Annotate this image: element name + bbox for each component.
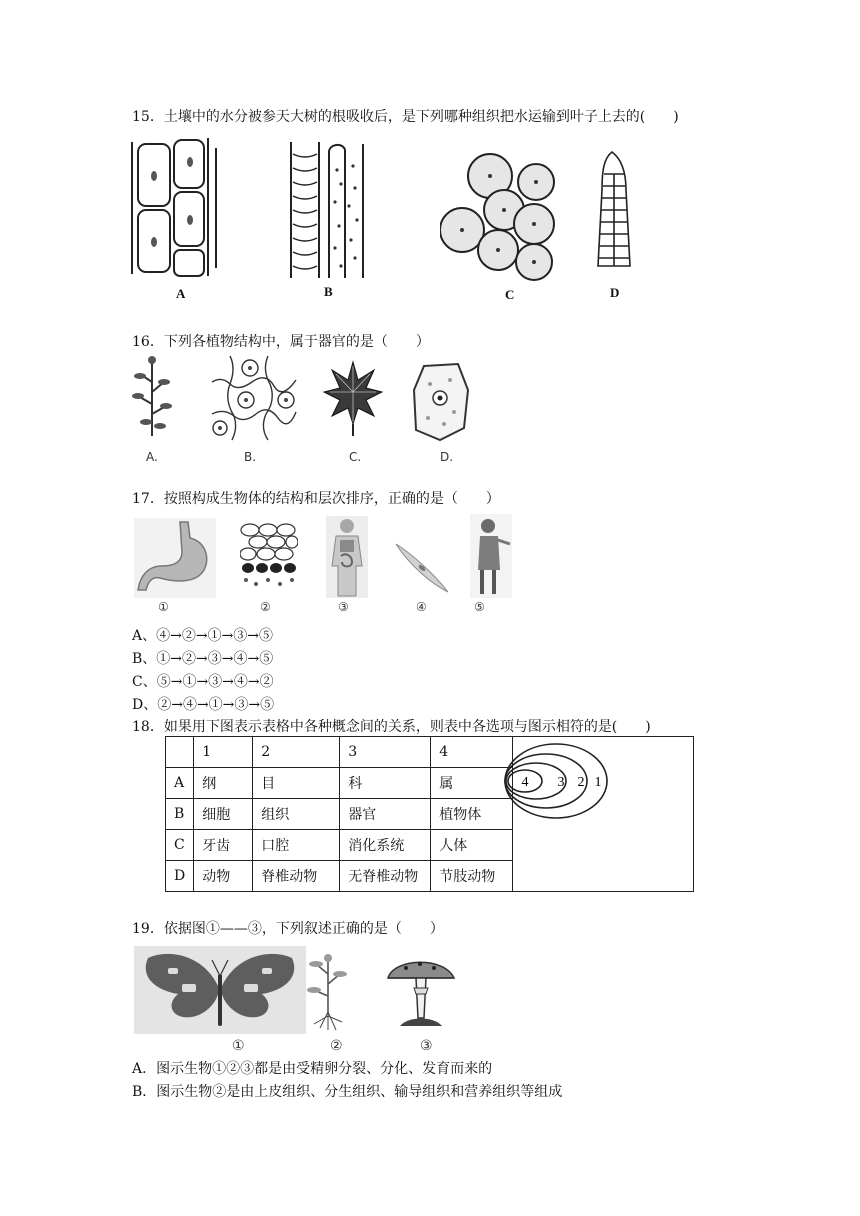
table-row[interactable]: [166, 799, 513, 830]
q16-label-d: D.: [440, 450, 454, 464]
table-cell: 2: [253, 737, 340, 768]
q16-figure-c-leaf: [322, 358, 384, 436]
table-row[interactable]: [166, 830, 513, 861]
q17-label-4: ④: [416, 600, 427, 614]
q19-option-b[interactable]: B．图示生物②是由上皮组织、分生组织、输导组织和营养组织等组成: [132, 1084, 563, 1100]
q19-stem: 19．依据图①——③，下列叙述正确的是（ ）: [132, 921, 444, 937]
q19-label-3: ③: [420, 1038, 433, 1054]
diagram-label-4: 4: [521, 775, 529, 790]
q18-nested-ellipse-diagram: [504, 742, 610, 820]
table-cell: A: [166, 768, 194, 799]
table-cell: 口腔: [253, 830, 340, 861]
q19-label-2: ②: [330, 1038, 343, 1054]
q15-stem: 15．土壤中的水分被参天大树的根吸收后，是下列哪种组织把水运输到叶子上去的( ): [132, 109, 679, 125]
q15-label-c: C: [505, 287, 515, 302]
diagram-label-2: 2: [577, 775, 585, 790]
q17-label-3: ③: [338, 600, 349, 614]
table-cell: [166, 737, 194, 768]
q16-label-c: C.: [349, 450, 362, 464]
table-row[interactable]: [166, 768, 513, 799]
q17-figure-4-muscle-cell: [392, 540, 452, 596]
q17-option-c[interactable]: C、⑤→①→③→④→②: [132, 674, 274, 690]
table-cell: 细胞: [194, 799, 253, 830]
table-cell: 属: [431, 768, 513, 799]
q18-stem: 18．如果用下图表示表格中各种概念间的关系，则表中各选项与图示相符的是( ): [132, 719, 651, 735]
q17-label-1: ①: [158, 600, 169, 614]
q17-option-a[interactable]: A、④→②→①→③→⑤: [132, 628, 274, 644]
q19-figure-1-butterfly: [134, 946, 306, 1034]
q17-figure-5-person: [470, 514, 512, 598]
q15-figure-b: [285, 140, 385, 280]
table-cell: 组织: [253, 799, 340, 830]
table-cell: B: [166, 799, 194, 830]
q17-label-2: ②: [260, 600, 271, 614]
q15-figure-d: [590, 150, 640, 270]
q15-label-b: B: [324, 284, 333, 299]
table-cell: 4: [431, 737, 513, 768]
q15-label-d: D: [610, 285, 620, 300]
diagram-label-3: 3: [557, 775, 565, 790]
table-row[interactable]: [166, 861, 513, 892]
table-cell: 无脊椎动物: [340, 861, 431, 892]
q17-option-b[interactable]: B、①→②→③→④→⑤: [132, 651, 274, 667]
table-header-row: [166, 737, 513, 768]
q16-figure-d-cell: [410, 360, 472, 442]
q16-label-b: B.: [244, 450, 257, 464]
q19-figure-3-mushroom: [384, 952, 458, 1032]
table-cell: 1: [194, 737, 253, 768]
q15-figure-c: [440, 150, 555, 290]
table-cell: 消化系统: [340, 830, 431, 861]
table-cell: 脊椎动物: [253, 861, 340, 892]
q15-label-a: A: [176, 286, 186, 301]
table-cell: 动物: [194, 861, 253, 892]
q18-table-frame: [165, 736, 694, 892]
q19-label-1: ①: [232, 1038, 245, 1054]
q16-figure-a-plant: [130, 352, 175, 437]
q18-concept-table: [165, 736, 513, 892]
table-cell: 器官: [340, 799, 431, 830]
q17-figure-3-body-systems: [326, 516, 368, 598]
table-cell: C: [166, 830, 194, 861]
table-cell: 纲: [194, 768, 253, 799]
table-cell: 节肢动物: [431, 861, 513, 892]
diagram-label-1: 1: [594, 775, 602, 790]
table-cell: 牙齿: [194, 830, 253, 861]
q19-figure-2-plant: [306, 950, 350, 1032]
table-cell: 科: [340, 768, 431, 799]
table-cell: 植物体: [431, 799, 513, 830]
q16-label-a: A.: [146, 450, 158, 464]
q17-figure-1-stomach: [134, 518, 216, 598]
table-cell: 人体: [431, 830, 513, 861]
q17-option-d[interactable]: D、②→④→①→③→⑤: [132, 697, 275, 713]
q17-label-5: ⑤: [474, 600, 485, 614]
q17-stem: 17．按照构成生物体的结构和层次排序，正确的是（ ）: [132, 491, 500, 507]
q19-option-a[interactable]: A．图示生物①②③都是由受精卵分裂、分化、发育而来的: [132, 1061, 493, 1077]
table-cell: 3: [340, 737, 431, 768]
q16-stem: 16．下列各植物结构中，属于器官的是（ ）: [132, 334, 430, 350]
q15-figure-a: [130, 138, 225, 278]
q16-figure-b-tissue: [208, 352, 298, 442]
q17-figure-2-tissue: [240, 522, 298, 590]
table-cell: 目: [253, 768, 340, 799]
table-cell: D: [166, 861, 194, 892]
